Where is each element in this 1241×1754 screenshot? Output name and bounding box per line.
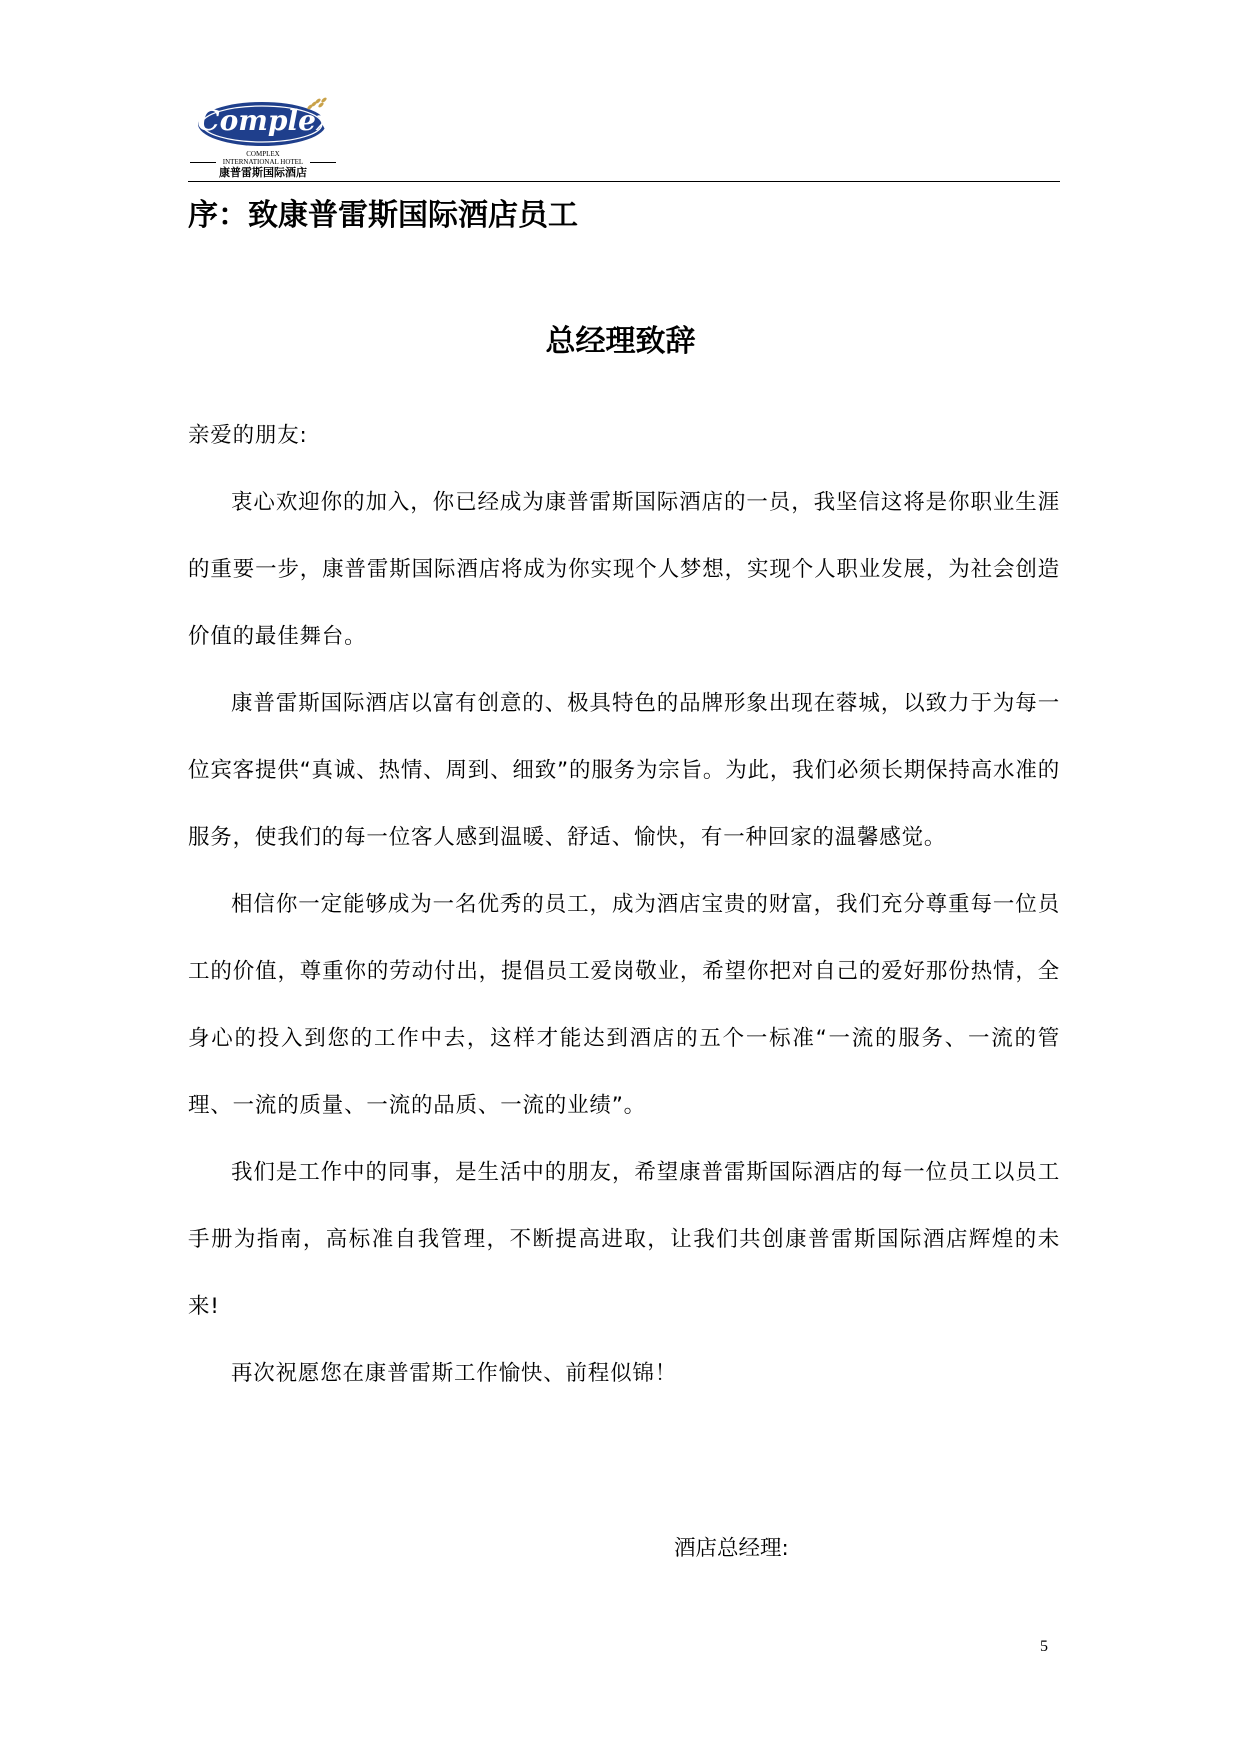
hotel-logo [188,86,338,182]
salutation: 亲爱的朋友: [188,423,308,448]
main-title: 总经理致辞 [545,324,696,359]
page-number: 5 [1040,1638,1048,1655]
signature-line: 酒店总经理: [674,1536,789,1561]
paragraph-5: 再次祝愿您在康普雷斯工作愉快、前程似锦！ [231,1361,678,1386]
chapter-title: 序：致康普雷斯国际酒店员工 [188,198,578,233]
logo-brand-word: Complex [197,104,333,137]
paragraph-2: 康普雷斯国际酒店以富有创意的、极具特色的品牌形象出现在蓉城，以致力于为每一位宾客提供“真诚、热情、周到、细致”的服务为宗旨。为此，我们必须长期保持高水准的服务，使我们的每一位客人感到温暖、舒适、愉快，有一种回家的温馨感觉。 [188,691,1060,850]
letter-body [188,402,1060,1407]
logo-rule-right [310,162,336,163]
paragraph-4: 我们是工作中的同事，是生活中的朋友，希望康普雷斯国际酒店的每一位员工以员工手册为指南，高标准自我管理，不断提高进取，让我们共创康普雷斯国际酒店辉煌的未来! [188,1160,1060,1319]
logo-chinese-name: 康普雷斯国际酒店 [219,166,307,179]
logo-emblem [196,96,334,148]
header-divider [188,181,1060,182]
paragraph-3: 相信你一定能够成为一名优秀的员工，成为酒店宝贵的财富，我们充分尊重每一位员工的价值，尊重你的劳动付出，提倡员工爱岗敬业，希望你把对自己的爱好那份热情，全身心的投入到您的工作中去，这样才能达到酒店的五个一标准“一流的服务、一流的管理、一流的质量、一流的品质、一流的业绩”。 [188,892,1060,1118]
logo-sub-line-2: INTERNATIONAL HOTEL [222,158,304,166]
logo-sub-line-1: COMPLEX [246,150,280,158]
paragraph-1: 衷心欢迎你的加入，你已经成为康普雷斯国际酒店的一员，我坚信这将是你职业生涯的重要一步，康普雷斯国际酒店将成为你实现个人梦想，实现个人职业发展，为社会创造价值的最佳舞台。 [188,490,1060,649]
